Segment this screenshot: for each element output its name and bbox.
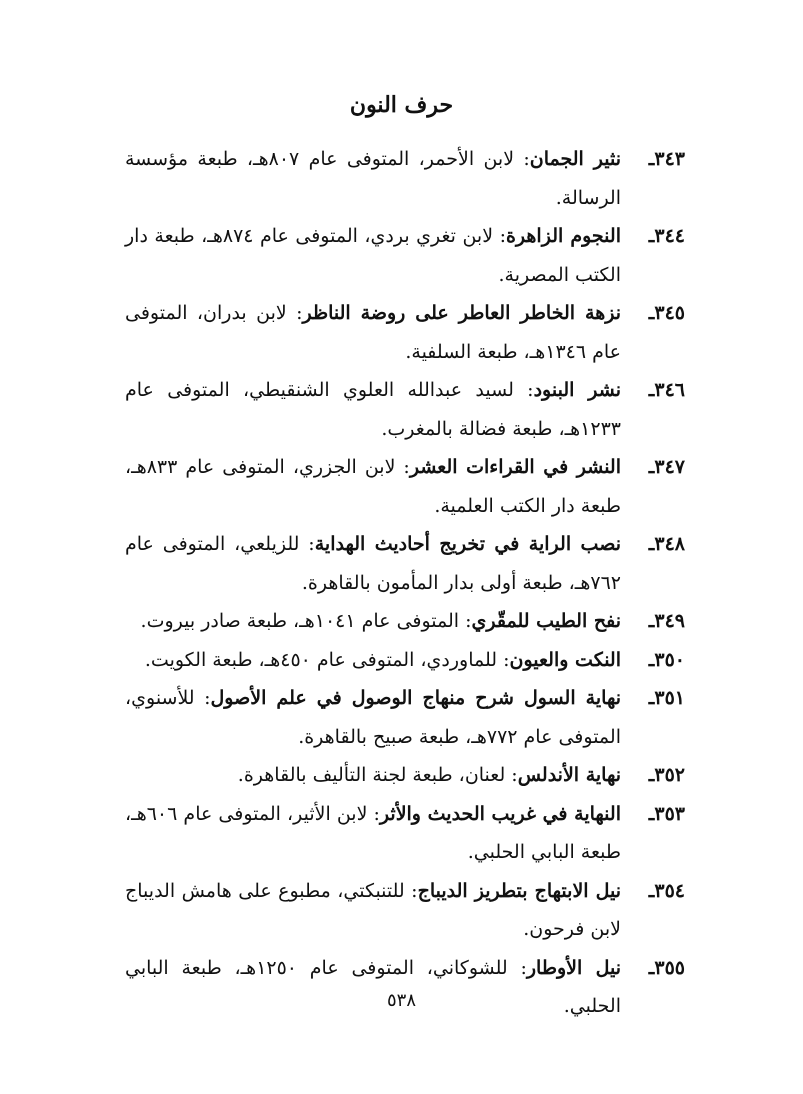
entry-title: نهاية السول شرح منهاج الوصول في علم الأصول <box>210 687 621 709</box>
entry-details: : للماوردي، المتوفى عام ٤٥٠هـ، طبعة الكويت. <box>144 648 510 671</box>
entry-details: : لابن الأحمر، المتوفى عام ٨٠٧هـ، طبعة مؤسسة الرسالة. <box>125 148 621 209</box>
bibliography-entry <box>125 217 685 294</box>
entry-details: : لابن بدران، المتوفى عام ١٣٤٦هـ، طبعة السلفية. <box>125 302 621 363</box>
entry-title: النهاية في غريب الحديث والأثر <box>379 802 621 825</box>
entry-title: نيل الأوطار <box>526 956 621 979</box>
entry-details: : للأسنوي، المتوفى عام ٧٧٢هـ، طبعة صبيح بالقاهرة. <box>125 687 621 748</box>
bibliography-entry <box>125 641 685 680</box>
entry-number: ٣٤٧ـ <box>648 456 685 478</box>
bibliography-entry <box>125 371 685 448</box>
entry-title: نفح الطيب للمقّري <box>471 610 621 632</box>
bibliography-entry <box>125 448 685 525</box>
entry-title: نثير الجمان <box>529 148 621 170</box>
bibliography-entry <box>125 949 685 1026</box>
entry-title: النجوم الزاهرة <box>505 225 621 247</box>
entry-number: ٣٥٢ـ <box>648 764 685 786</box>
entry-title: نشر البنود <box>533 379 621 401</box>
entry-number: ٣٥٤ـ <box>648 879 685 902</box>
entry-details: : للزيلعي، المتوفى عام ٧٦٢هـ، طبعة أولى بدار المأمون بالقاهرة. <box>125 533 621 594</box>
bibliography-entry <box>125 679 685 756</box>
entry-title: نيل الابتهاج بتطريز الديباج <box>417 879 621 902</box>
bibliography-list <box>125 140 685 1026</box>
bibliography-entry <box>125 795 685 872</box>
entry-number: ٣٤٣ـ <box>648 148 685 170</box>
bibliography-entry <box>125 756 685 795</box>
entry-title: نصب الراية في تخريج أحاديث الهداية <box>314 533 621 555</box>
entry-title: نهاية الأندلس <box>517 764 621 786</box>
entry-number: ٣٥٥ـ <box>648 956 685 979</box>
section-heading: حرف النون <box>349 92 454 118</box>
entry-number: ٣٥١ـ <box>648 687 685 709</box>
entry-details: : للتنبكتي، مطبوع على هامش الديباج لابن فرحون. <box>125 879 621 940</box>
page-number: ٥٣٨ <box>386 990 416 1011</box>
entry-number: ٣٤٤ـ <box>648 225 685 247</box>
entry-details: : المتوفى عام ١٠٤١هـ، طبعة صادر بيروت. <box>140 610 472 632</box>
entry-title: النكت والعيون <box>509 648 621 671</box>
bibliography-entry <box>125 602 685 641</box>
entry-number: ٣٤٦ـ <box>648 379 685 401</box>
entry-details: : لابن تغري بردي، المتوفى عام ٨٧٤هـ، طبعة دار الكتب المصرية. <box>125 225 621 286</box>
entry-details: : لعنان، طبعة لجنة التأليف بالقاهرة. <box>237 764 518 786</box>
entry-number: ٣٤٨ـ <box>648 533 685 555</box>
entry-number: ٣٥٣ـ <box>648 802 685 825</box>
entry-details: : لابن الأثير، المتوفى عام ٦٠٦هـ، طبعة البابي الحلبي. <box>125 802 621 863</box>
bibliography-entry <box>125 872 685 949</box>
entry-title: النشر في القراءات العشر <box>409 456 621 478</box>
entry-details: : لسيد عبدالله العلوي الشنقيطي، المتوفى عام ١٢٣٣هـ، طبعة فضالة بالمغرب. <box>125 379 621 440</box>
bibliography-entry <box>125 140 685 217</box>
bibliography-entry <box>125 294 685 371</box>
entry-title: نزهة الخاطر العاطر على روضة الناظر <box>302 302 621 324</box>
entry-details: : للشوكاني، المتوفى عام ١٢٥٠هـ، طبعة البابي الحلبي. <box>125 956 621 1017</box>
entry-number: ٣٤٥ـ <box>648 302 685 324</box>
bibliography-entry <box>125 525 685 602</box>
entry-number: ٣٥٠ـ <box>648 648 685 671</box>
entry-number: ٣٤٩ـ <box>648 610 685 632</box>
entry-details: : لابن الجزري، المتوفى عام ٨٣٣هـ، طبعة دار الكتب العلمية. <box>125 456 621 517</box>
